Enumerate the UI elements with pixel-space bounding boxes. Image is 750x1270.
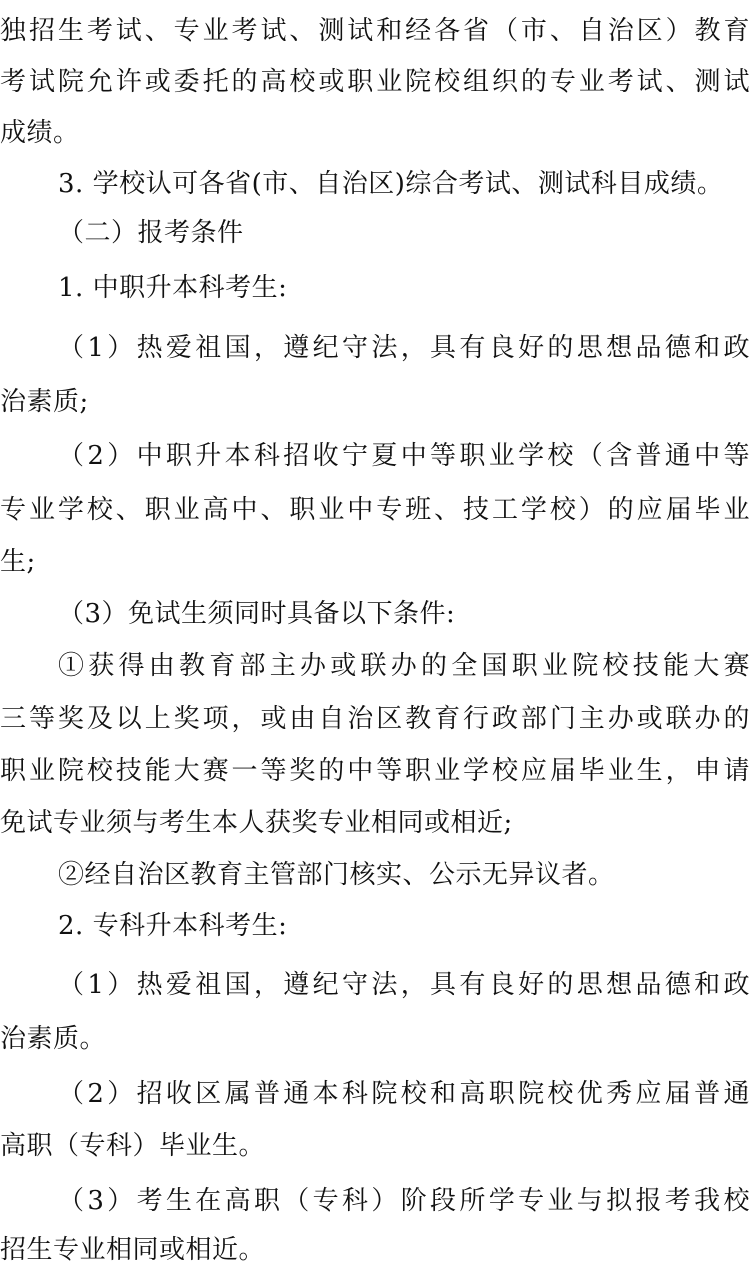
text-line: 三等奖及以上奖项，或由自治区教育行政部门主办或联办的 bbox=[0, 704, 750, 734]
text-line: （2）中职升本科招收宁夏中等职业学校（含普通中等 bbox=[58, 441, 750, 471]
text-line: ②经自治区教育主管部门核实、公示无异议者。 bbox=[58, 860, 615, 890]
section-heading: （二）报考条件 bbox=[58, 218, 244, 248]
text-line: 专业学校、职业高中、职业中专班、技工学校）的应届毕业 bbox=[0, 495, 750, 525]
text-line: （3）考生在高职（专科）阶段所学专业与拟报考我校 bbox=[58, 1186, 750, 1216]
text-line: 招生专业相同或相近。 bbox=[0, 1235, 266, 1265]
text-line: 考试院允许或委托的高校或职业院校组织的专业考试、测试 bbox=[0, 67, 750, 97]
text-line: 治素质; bbox=[0, 387, 89, 417]
text-line: ①获得由教育部主办或联办的全国职业院校技能大赛 bbox=[58, 651, 750, 681]
text-line: （1）热爱祖国，遵纪守法，具有良好的思想品德和政 bbox=[58, 970, 750, 1000]
subsection-heading: 2. 专科升本科考生: bbox=[58, 911, 288, 941]
text-line: 职业院校技能大赛一等奖的中等职业学校应届毕业生，申请 bbox=[0, 756, 750, 786]
text-line: 免试专业须与考生本人获奖专业相同或相近; bbox=[0, 808, 513, 838]
text-line: 成绩。 bbox=[0, 118, 80, 148]
text-line: （1）热爱祖国，遵纪守法，具有良好的思想品德和政 bbox=[58, 333, 750, 363]
text-line: 治素质。 bbox=[0, 1024, 107, 1054]
text-line: （3）免试生须同时具备以下条件: bbox=[58, 599, 456, 629]
text-line: （2）招收区属普通本科院校和高职院校优秀应届普通 bbox=[58, 1079, 750, 1109]
subsection-heading: 1. 中职升本科考生: bbox=[58, 273, 288, 303]
numbered-item: 3. 学校认可各省(市、自治区)综合考试、测试科目成绩。 bbox=[58, 169, 724, 199]
text-line: 高职（专科）毕业生。 bbox=[0, 1131, 266, 1161]
text-line: 生; bbox=[0, 547, 36, 577]
text-line: 独招生考试、专业考试、测试和经各省（市、自治区）教育 bbox=[0, 16, 750, 46]
